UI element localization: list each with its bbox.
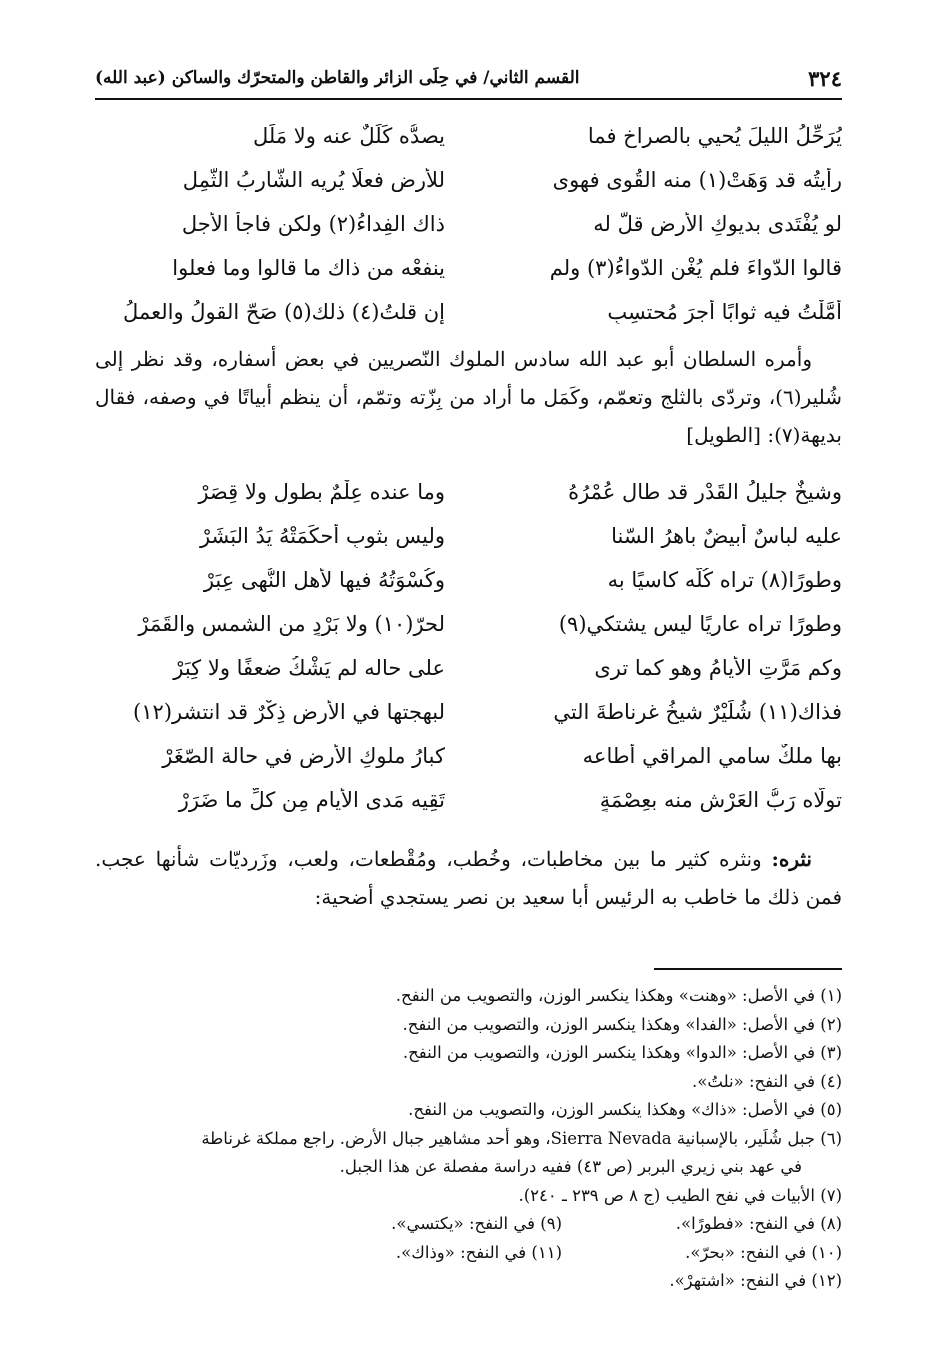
first-hemistich: فذاك(١١) شُلَيْرٌ شيخُ غرناطةَ التي [553, 700, 842, 724]
verse-line [95, 778, 842, 822]
first-hemistich: رأيتُه قد وَهَتْ(١) منه القُوى فهوى [552, 168, 842, 192]
poem-1 [95, 114, 842, 334]
second-hemistich: وكُسْوَتُهُ فيها لأهل النُّهى عِبَرْ [203, 568, 445, 592]
first-hemistich: تولّاه رَبُّ العَرْشِ منه بعِصْمَةٍ [599, 788, 842, 812]
footnote: (٥) في الأصل: «ذاك» وهكذا ينكسر الوزن، والتصويب من النفح. [408, 1100, 842, 1119]
verse-line [95, 602, 842, 646]
footnote: (٢) في الأصل: «الفدا» وهكذا ينكسر الوزن، والتصويب من النفح. [402, 1014, 842, 1034]
verse-line [95, 690, 842, 734]
second-hemistich: ينفعْه من ذاك ما قالوا وما فعلوا [172, 256, 445, 280]
first-hemistich: وطورًا(٨) تراه كُلّه كاسيًا به [607, 568, 842, 592]
first-hemistich: وكم مَرَّتِ الأيامُ وهو كما ترى [594, 656, 842, 680]
second-hemistich: كبارُ ملوكِ الأرض في حالة الصّغَرْ [162, 744, 445, 768]
first-hemistich: عليه لباسٌ أبيضٌ باهرُ السّنا [611, 524, 842, 548]
first-hemistich: يُرَحِّلُ الليلَ يُحيي بالصراخ فما [587, 124, 842, 148]
footnote: (٣) في الأصل: «الدوا» وهكذا ينكسر الوزن، والتصويب من النفح. [402, 1043, 842, 1062]
prose-paragraph-1 [95, 340, 842, 454]
second-hemistich: لبهجتها في الأرض ذِكْرٌ قد انتشر(١٢) [133, 700, 445, 724]
footnote: (١٠) في النفح: «بحرّ». [685, 1242, 842, 1262]
first-hemistich: بها ملكٌ سامي المراقي أطاعه [582, 744, 842, 768]
footnote-row [95, 1210, 842, 1239]
second-hemistich: للأرض فعلًا يُريه الشّاربُ الثَّمِل [182, 168, 445, 192]
second-hemistich: ذاك الفِداءُ(٢) ولكن فاجأ الأجل [181, 212, 445, 236]
first-hemistich: قالوا الدّواءَ فلم يُغْنِ الدّواءُ(٣) ولم [549, 256, 842, 280]
footnote-separator [654, 968, 842, 970]
verse-line [95, 290, 842, 334]
footnote: (٨) في النفح: «فطورًا». [675, 1214, 842, 1233]
footnote: (٩) في النفح: «يكتسي». [391, 1214, 562, 1233]
prose-paragraph-2 [95, 840, 842, 916]
poem-2 [95, 470, 842, 822]
footnote: (١١) في النفح: «وذاك». [395, 1242, 562, 1262]
verse-line [95, 158, 842, 202]
footnote: (٤) في النفح: «نلتُ». [692, 1071, 842, 1091]
footnotes [95, 982, 842, 1296]
verse-line [95, 202, 842, 246]
footnote [95, 1125, 842, 1182]
section-lead: نثره: [771, 847, 812, 871]
first-hemistich: وشيخٌ جليلُ القَدْرِ قد طال عُمْرُهُ [568, 480, 842, 504]
second-hemistich: وليس بثوبٍ أحكَمَتْهُ يَدُ البَشَرْ [199, 524, 445, 548]
verse-line [95, 514, 842, 558]
second-hemistich: يصدُّه كَلَلٌ عنه ولا مَلَل [253, 124, 445, 148]
second-hemistich: إن قلتُ(٤) ذلك(٥) صَحّ القولُ والعملُ [123, 300, 445, 324]
verse-line [95, 734, 842, 778]
first-hemistich: أمَّلْتُ فيه ثوابًا أجرَ مُحتسِبٍ [607, 300, 842, 324]
paragraph-text: وأمره السلطان أبو عبد الله سادس الملوك النّصريين في بعض أسفاره، وقد نظر إلى شُلير(٦)، وتردّى بالثلج وتعمّم، وكَمَل ما أراد من بِزّته وتمّم، أن ينظم أبياتًا في وصفه، فقال بديهة(٧): [الطويل] [95, 347, 842, 447]
footnote-row [95, 1239, 842, 1268]
verse-line [95, 246, 842, 290]
second-hemistich: تَقِيه مَدى الأيامِ مِن كلِّ ما ضَرَرْ [178, 788, 445, 812]
footnote: (١٢) في النفح: «اشتهرْ». [669, 1271, 842, 1290]
verse-line [95, 558, 842, 602]
paragraph-text [95, 840, 842, 916]
footnote: (٧) الأبيات في نفح الطيب (ج ٨ ص ٢٣٩ ـ ٢٤٠). [518, 1185, 842, 1205]
running-title: القسم الثاني/ في حِلَى الزائر والقاطن والمتحرّك والساكن (عبد الله) [95, 68, 580, 88]
footnote-line: في عهد بني زيري البربر (ص ٤٣) ففيه دراسة مفصلة عن هذا الجبل. [339, 1157, 802, 1176]
second-hemistich: وما عنده عِلْمٌ بطولٍ ولا قِصَرْ [198, 480, 445, 504]
footnote-line: (٦) جبل شُلَير، بالإسبانية Sierra Nevada، وهو أحد مشاهير جبال الأرض. راجع مملكة غرناطة [201, 1128, 842, 1148]
paragraph-body: ونثره كثير ما بين مخاطبات، وخُطب، ومُقْطعات، ولعب، وزَرديّات شأنها عجب. فمن ذلك ما خاطب به الرئيس أبا سعيد بن نصر يستجدي أضحية: [95, 847, 842, 909]
page-number: ٣٢٤ [808, 65, 842, 91]
second-hemistich: على حاله لم يَشْكُ ضعفًا ولا كِبَرْ [173, 656, 445, 680]
verse-line [95, 646, 842, 690]
second-hemistich: لحرّ(١٠) ولا بَرْدٍ من الشمس والقَمَرْ [138, 612, 445, 636]
footnote: (١) في الأصل: «وهنت» وهكذا ينكسر الوزن، والتصويب من النفح. [395, 986, 842, 1005]
first-hemistich: وطورًا تراه عاريًا ليس يشتكي(٩) [558, 612, 842, 636]
running-header [95, 58, 842, 100]
verse-line [95, 114, 842, 158]
verse-line [95, 470, 842, 514]
first-hemistich: لو يُفْتَدى بديوكِ الأرض قلّ له [593, 212, 842, 236]
